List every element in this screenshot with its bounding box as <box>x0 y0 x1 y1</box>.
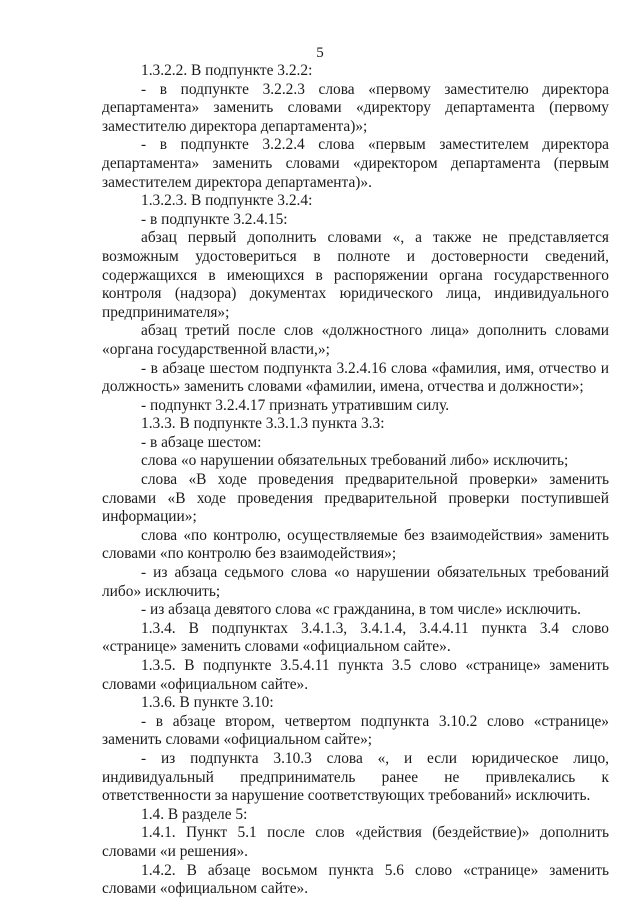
paragraph: - из абзаца седьмого слова «о нарушении обязательных требований либо» исключить; <box>102 564 609 600</box>
paragraph: - в абзаце шестом подпункта 3.2.4.16 слова «фамилия, имя, отчество и должность» заменить словами «фамилии, имена, отчества и должности»; <box>102 359 609 396</box>
paragraph: 1.4.2. В абзаце восьмом пункта 5.6 слово «странице» заменить словами «официальном сайте». <box>102 861 609 898</box>
paragraph: - в абзаце втором, четвертом подпункта 3.10.2 слово «странице» заменить словами «официальном сайте»; <box>102 712 609 749</box>
paragraph: слова «В ходе проведения предварительной проверки» заменить словами «В ходе проведения предварительной проверки поступившей информации»; <box>102 471 609 526</box>
paragraph: 1.3.2.3. В подпункте 3.2.4: <box>141 192 313 210</box>
paragraph: 1.3.2.2. В подпункте 3.2.2: <box>141 62 313 79</box>
paragraph: слова «по контролю, осуществляемые без взаимодействия» заменить словами «по контролю без взаимодействия»; <box>102 526 609 563</box>
paragraph: 1.4. В разделе 5: <box>141 805 248 823</box>
page-number: 5 <box>316 45 324 61</box>
paragraph: - из абзаца девятого слова «с гражданина, в том числе» исключить. <box>141 601 582 619</box>
paragraph: - из подпункта 3.10.3 слова «, и если юридическое лицо, индивидуальный предприниматель ранее не привлекались к ответственности за нарушение соответствующих требований» исключить. <box>102 749 609 805</box>
paragraph: 1.3.6. В пункте 3.10: <box>141 694 274 712</box>
paragraph: - в абзаце шестом: <box>141 433 262 451</box>
paragraph: слова «о нарушении обязательных требований либо» исключить; <box>141 452 569 470</box>
paragraph: - в подпункте 3.2.4.15: <box>141 210 288 228</box>
document-body <box>102 62 609 899</box>
paragraph: абзац первый дополнить словами «, а также не представляется возможным удостовериться в полноте и достоверности сведений, содержащихся в имеющихся в распоряжении органа государственного контроля (надзора) документах юридического лица, индивидуального предпринимателя»; <box>102 229 609 321</box>
paragraph: 1.3.3. В подпункте 3.3.1.3 пункта 3.3: <box>141 415 385 433</box>
paragraph: - в подпункте 3.2.2.4 слова «первым заместителем директора департамента» заменить словами «директором департамента (первым заместителем директора департамента)». <box>102 136 609 191</box>
paragraph: - подпункт 3.2.4.17 признать утратившим силу. <box>141 396 450 414</box>
paragraph: 1.3.5. В подпункте 3.5.4.11 пункта 3.5 слово «странице» заменить словами «официальном сайте». <box>102 657 609 693</box>
paragraph: 1.3.4. В подпунктах 3.4.1.3, 3.4.1.4, 3.4.4.11 пункта 3.4 слово «странице» заменить словами «официальном сайте». <box>102 619 609 656</box>
paragraph: - в подпункте 3.2.2.3 слова «первому заместителю директора департамента» заменить словами «директору департамента (первому заместителю директора департамента)»; <box>102 80 609 135</box>
paragraph: 1.4.1. Пункт 5.1 после слов «действия (бездействие)» дополнить словами «и решения». <box>102 824 609 860</box>
paragraph: абзац третий после слов «должностного лица» дополнить словами «органа государственной власти,»; <box>102 322 609 358</box>
